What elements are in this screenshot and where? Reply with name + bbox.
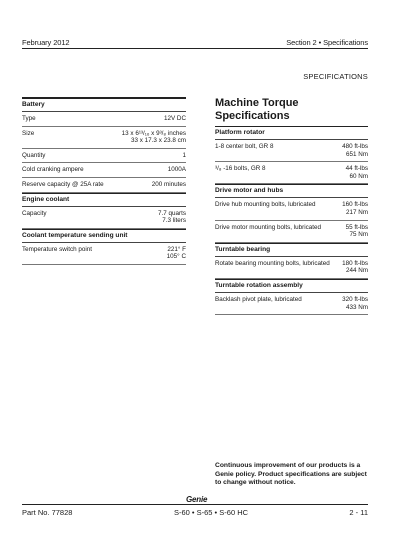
footer-rule	[22, 504, 368, 505]
value-line: 433 Nm	[345, 303, 368, 311]
row-label: Temperature switch point	[22, 245, 92, 253]
page-heading: SPECIFICATIONS	[303, 72, 368, 81]
value-line: 44 ft-lbs	[345, 165, 368, 173]
row-value	[167, 246, 186, 261]
row-label: Drive hub mounting bolts, lubricated	[215, 201, 316, 209]
header-section: Section 2 • Specifications	[286, 38, 368, 47]
coolant-sensor-table	[22, 243, 186, 265]
row-value	[158, 210, 186, 225]
footer-part-number: Part No. 77828	[22, 508, 73, 517]
section-heading: Drive motor and hubs	[215, 184, 368, 198]
row-label: Backlash pivot plate, lubricated	[215, 295, 302, 303]
value-line: 320 ft-lbs	[342, 295, 368, 303]
row-value	[342, 260, 368, 275]
policy-note: Continuous improvement of our products is a Genie policy. Product specifications are subject to change without notice.	[215, 462, 367, 487]
battery-table	[22, 112, 186, 193]
value-line: 60 Nm	[349, 172, 368, 180]
left-column	[22, 97, 186, 265]
table-row	[22, 243, 186, 265]
value-line: 1	[182, 151, 186, 159]
torque-title: Machine Torque Specifications	[215, 97, 299, 122]
value-line: 200 minutes	[151, 180, 186, 188]
row-label: Cold cranking ampere	[22, 166, 84, 174]
section-heading: Turntable rotation assembly	[215, 279, 368, 293]
value-line: 1000A	[167, 166, 186, 174]
turntable-bearing-table	[215, 257, 368, 279]
value-line: 55 ft-lbs	[345, 223, 368, 231]
row-label: Size	[22, 129, 35, 137]
section-heading: Platform rotator	[215, 126, 368, 140]
value-line: 217 Nm	[345, 208, 368, 216]
row-value	[342, 201, 368, 216]
row-value	[152, 181, 186, 189]
row-value	[342, 296, 368, 311]
table-row	[22, 207, 186, 229]
value-line: 180 ft-lbs	[342, 259, 368, 267]
row-value	[168, 166, 186, 174]
table-row	[22, 149, 186, 164]
value-line: 75 Nm	[349, 231, 368, 239]
row-label: Reserve capacity @ 25A rate	[22, 180, 104, 188]
genie-logo: Genie	[186, 495, 208, 504]
value-line: 651 Nm	[345, 150, 368, 158]
section-heading: Turntable bearing	[215, 243, 368, 257]
value-line: 7.7 quarts	[157, 209, 186, 217]
row-label: Quantity	[22, 151, 46, 159]
footer-page-number: 2 - 11	[349, 508, 368, 517]
row-label: Rotate bearing mounting bolts, lubricated	[215, 259, 330, 267]
value-line: 12V DC	[163, 115, 186, 122]
table-row	[22, 163, 186, 178]
platform-rotator-table	[215, 140, 368, 184]
section-heading: Battery	[22, 97, 186, 112]
value-line: 7.3 liters	[162, 217, 186, 225]
row-label: Drive motor mounting bolts, lubricated	[215, 223, 322, 231]
value-line: 33 x 17.3 x 23.8 cm	[131, 137, 186, 145]
row-value	[182, 152, 186, 160]
value-line: 244 Nm	[345, 267, 368, 275]
footer-models: S-60 • S-65 • S-60 HC	[174, 508, 249, 517]
table-row	[215, 257, 368, 279]
table-row	[22, 127, 186, 149]
section-heading: Engine coolant	[22, 193, 186, 207]
row-value	[164, 115, 186, 123]
table-row	[215, 198, 368, 220]
row-label: Type	[22, 115, 36, 122]
value-line: 105° C	[166, 253, 186, 261]
table-row	[215, 162, 368, 184]
right-column	[215, 97, 368, 315]
table-row	[215, 140, 368, 162]
table-row	[215, 293, 368, 315]
row-label: 1-8 center bolt, GR 8	[215, 143, 274, 150]
value-line: 480 ft-lbs	[342, 143, 368, 150]
row-value	[122, 130, 186, 145]
section-heading: Coolant temperature sending unit	[22, 229, 186, 243]
row-label: Capacity	[22, 209, 47, 217]
value-line: 13 x 6¹³/₁₆ x 9³/₈ inches	[121, 129, 186, 137]
drive-motor-table	[215, 198, 368, 242]
turntable-rotation-table	[215, 293, 368, 315]
table-row	[215, 221, 368, 243]
table-row	[22, 178, 186, 193]
row-value	[342, 143, 368, 158]
engine-coolant-table	[22, 207, 186, 229]
value-line: 221° F	[167, 245, 186, 253]
table-row	[22, 112, 186, 127]
row-value	[346, 165, 368, 180]
row-value	[346, 224, 368, 239]
header-date: February 2012	[22, 38, 70, 47]
value-line: 160 ft-lbs	[342, 201, 368, 209]
header-rule	[22, 48, 368, 49]
row-label: ³/₈ -16 bolts, GR 8	[215, 165, 266, 173]
